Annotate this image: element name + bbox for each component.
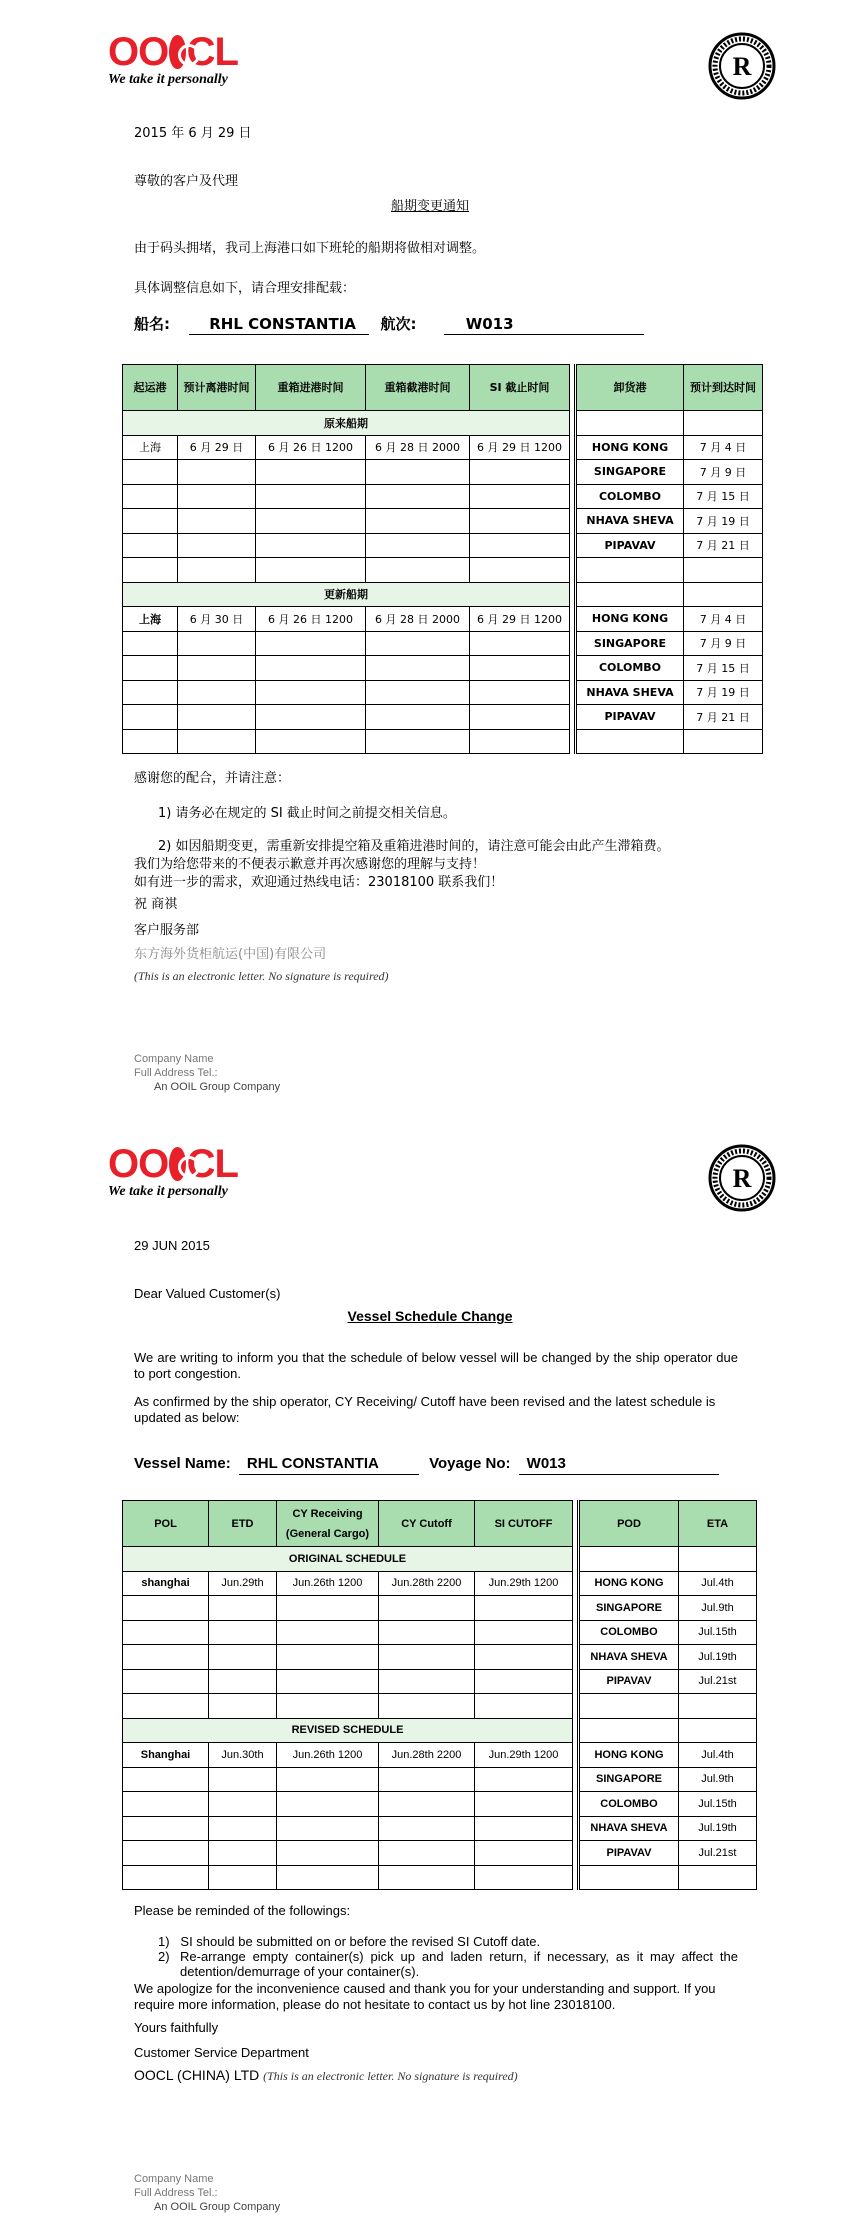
pod-cell: HONG KONG [579,1743,679,1768]
footer [134,1052,280,1094]
vessel-label: Vessel Name: [134,1455,231,1472]
note-1: 1) SI should be submitted on or before the revised SI Cutoff date. [158,1934,541,1949]
pod-cell: PIPAVAV [579,1669,679,1694]
eta-cell: Jul.19th [679,1816,757,1841]
company-name: OOCL (CHINA) LTD [134,2067,260,2083]
table-row [123,1620,757,1645]
letter-date: 29 JUN 2015 [134,1238,210,1253]
table-row [123,631,763,656]
eta-cell: Jul.19th [679,1645,757,1670]
plum-blossom-icon [169,35,185,69]
voyage-label: 航次: [380,315,417,333]
table-row [123,1596,757,1621]
header-cy-receiving: CY Receiving (General Cargo) [277,1501,379,1547]
intro-paragraph: We are writing to inform you that the schedule of below vessel will be changed by the ship operator due to port congestion. [134,1350,738,1381]
table-row [123,1767,757,1792]
plum-blossom-icon [169,1147,185,1181]
eta-cell: Jul.15th [679,1620,757,1645]
table-row [123,607,763,632]
footer-address: Full Address Tel.: [134,1067,218,1079]
cy-cutoff-cell: 6 月 28 日 2000 [366,435,470,460]
department: Customer Service Department [134,2045,309,2060]
tagline: We take it personally [108,1184,228,1199]
eta-cell: 7 月 15 日 [684,484,763,509]
electronic-letter-note: (This is an electronic letter. No signature is required) [134,969,389,983]
letter-date: 2015 年 6 月 29 日 [134,126,252,141]
electronic-letter-note: (This is an electronic letter. No signature is required) [263,2069,518,2083]
pod-cell: PIPAVAV [576,705,684,730]
pod-cell: SINGAPORE [576,460,684,485]
table-row [123,1792,757,1817]
pod-cell: HONG KONG [579,1571,679,1596]
footer-address: Full Address Tel.: [134,2187,218,2199]
table-row [123,435,763,460]
pol-cell: shanghai [123,1571,209,1596]
note-1: 1) 请务必在规定的 SI 截止时间之前提交相关信息。 [158,806,456,821]
header-etd: 预计离港时间 [178,365,256,411]
cy-cutoff-cell: 6 月 28 日 2000 [366,607,470,632]
header-pod: POD [579,1501,679,1547]
vessel-voyage-line [134,1455,719,1475]
header-eta: 预计到达时间 [684,365,763,411]
pod-cell: SINGAPORE [579,1767,679,1792]
quality-seal-icon [708,1144,776,1212]
eta-cell: Jul.4th [679,1743,757,1768]
company-line [134,2067,518,2085]
etd-cell: Jun.30th [209,1743,277,1768]
schedule-table [122,1500,757,1890]
footer-group: An OOIL Group Company [154,1081,281,1093]
pod-cell: NHAVA SHEVA [576,680,684,705]
table-row [123,484,763,509]
regards: Yours faithfully [134,2020,219,2035]
table-row [123,460,763,485]
pol-cell: 上海 [123,435,178,460]
header-si-cutoff: SI 截止时间 [470,365,570,411]
eta-cell: 7 月 4 日 [684,435,763,460]
apology-paragraph: We apologize for the inconvenience caused and thank you for your understanding and support. If you require more information, please do not hesitate to contact us by hot line 23018100. [134,1981,716,2012]
eta-cell: Jul.9th [679,1767,757,1792]
eta-cell: 7 月 9 日 [684,631,763,656]
eta-cell: 7 月 19 日 [684,509,763,534]
pod-cell: NHAVA SHEVA [579,1816,679,1841]
footer [134,2172,280,2214]
intro-paragraph: 由于码头拥堵，我司上海港口如下班轮的船期将做相对调整。 [134,241,486,256]
vessel-name: RHL CONSTANTIA [189,315,369,335]
pod-cell: HONG KONG [576,435,684,460]
svg-text:R: R [732,52,752,81]
header-cy-cutoff: CY Cutoff [379,1501,475,1547]
si-cutoff-cell: 6 月 29 日 1200 [470,607,570,632]
vessel-voyage-line [134,313,644,335]
eta-cell: Jul.21st [679,1841,757,1866]
instruction-paragraph: As confirmed by the ship operator, CY Receiving/ Cutoff have been revised and the latest schedule is updated as below: [134,1394,716,1425]
note-2: 2) 如因船期变更，需重新安排提空箱及重箱进港时间的，请注意可能会由此产生滞箱费。 [158,839,670,854]
pod-cell: COLOMBO [576,656,684,681]
letter-title: 船期变更通知 [390,199,469,214]
apology-line: 我们为给您带来的不便表示歉意并再次感谢您的理解与支持！ [134,857,486,872]
pol-cell: 上海 [123,607,178,632]
greeting: Dear Valued Customer(s) [134,1286,281,1301]
pod-cell: NHAVA SHEVA [576,509,684,534]
header-si-cutoff: SI CUTOFF [475,1501,573,1547]
table-row [123,1669,757,1694]
revised-schedule-label: 更新船期 [123,582,570,607]
footer-group: An OOIL Group Company [154,2201,281,2213]
header-pod: 卸货港 [576,365,684,411]
eta-cell: 7 月 19 日 [684,680,763,705]
table-row [123,680,763,705]
svg-text:R: R [732,1164,752,1193]
etd-cell: 6 月 29 日 [178,435,256,460]
pod-cell: NHAVA SHEVA [579,1645,679,1670]
header-etd: ETD [209,1501,277,1547]
pod-cell: COLOMBO [579,1620,679,1645]
table-row [123,509,763,534]
table-row [123,1841,757,1866]
footer-company: Company Name [134,2173,214,2185]
tagline: We take it personally [108,72,228,87]
chinese-letter-page [0,0,860,1112]
revised-schedule-label: REVISED SCHEDULE [123,1718,573,1743]
hotline-line: 如有进一步的需求，欢迎通过热线电话：23018100 联系我们！ [134,875,504,890]
pod-cell: PIPAVAV [579,1841,679,1866]
pod-cell: PIPAVAV [576,533,684,558]
cy-receiving-cell: Jun.26th 1200 [277,1571,379,1596]
table-row [123,1645,757,1670]
si-cutoff-cell: 6 月 29 日 1200 [470,435,570,460]
table-row [123,705,763,730]
reminder-line: Please be reminded of the followings: [134,1903,351,1918]
company-name: 东方海外货柜航运(中国)有限公司 [134,947,327,962]
eta-cell: Jul.21st [679,1669,757,1694]
table-row [123,533,763,558]
etd-cell: 6 月 30 日 [178,607,256,632]
eta-cell: 7 月 4 日 [684,607,763,632]
header-eta: ETA [679,1501,757,1547]
voyage-number: W013 [519,1455,719,1475]
eta-cell: 7 月 21 日 [684,533,763,558]
oocl-logo: OO CL We take it personally [108,1142,238,1199]
original-schedule-label: ORIGINAL SCHEDULE [123,1547,573,1572]
header-cy-cutoff: 重箱截港时间 [366,365,470,411]
table-row [123,1571,757,1596]
header-pol: 起运港 [123,365,178,411]
eta-cell: 7 月 9 日 [684,460,763,485]
greeting: 尊敬的客户及代理 [134,174,239,189]
eta-cell: 7 月 21 日 [684,705,763,730]
table-row [123,1816,757,1841]
header-cy-receiving: 重箱进港时间 [256,365,366,411]
cy-receiving-cell: Jun.26th 1200 [277,1743,379,1768]
instruction-paragraph: 具体调整信息如下，请合理安排配载： [134,281,356,296]
cy-receiving-cell: 6 月 26 日 1200 [256,435,366,460]
pod-cell: SINGAPORE [576,631,684,656]
regards: 祝 商祺 [134,897,178,912]
table-row [123,656,763,681]
oocl-logo: OO CL We take it personally [108,30,238,87]
original-schedule-label: 原来船期 [123,411,570,436]
eta-cell: Jul.15th [679,1792,757,1817]
pod-cell: SINGAPORE [579,1596,679,1621]
voyage-label: Voyage No: [429,1455,511,1472]
cy-cutoff-cell: Jun.28th 2200 [379,1743,475,1768]
pod-cell: COLOMBO [579,1792,679,1817]
quality-seal-icon [708,32,776,100]
thanks-line: 感谢您的配合，并请注意： [134,771,291,786]
si-cutoff-cell: Jun.29th 1200 [475,1743,573,1768]
vessel-label: 船名: [134,315,170,333]
english-letter-page [0,1112,860,2226]
cy-receiving-cell: 6 月 26 日 1200 [256,607,366,632]
header-pol: POL [123,1501,209,1547]
cy-cutoff-cell: Jun.28th 2200 [379,1571,475,1596]
voyage-number: W013 [444,315,644,335]
eta-cell: Jul.4th [679,1571,757,1596]
eta-cell: 7 月 15 日 [684,656,763,681]
letter-title: Vessel Schedule Change [347,1308,513,1324]
note-2: 2) Re-arrange empty container(s) pick up and laden return, if necessary, as it may affect the detention/demurrage of your container(s). [158,1949,738,1979]
etd-cell: Jun.29th [209,1571,277,1596]
department: 客户服务部 [134,923,200,938]
pol-cell: Shanghai [123,1743,209,1768]
table-row [123,1743,757,1768]
footer-company: Company Name [134,1053,214,1065]
pod-cell: COLOMBO [576,484,684,509]
pod-cell: HONG KONG [576,607,684,632]
si-cutoff-cell: Jun.29th 1200 [475,1571,573,1596]
schedule-table [122,364,763,754]
vessel-name: RHL CONSTANTIA [239,1455,419,1475]
eta-cell: Jul.9th [679,1596,757,1621]
